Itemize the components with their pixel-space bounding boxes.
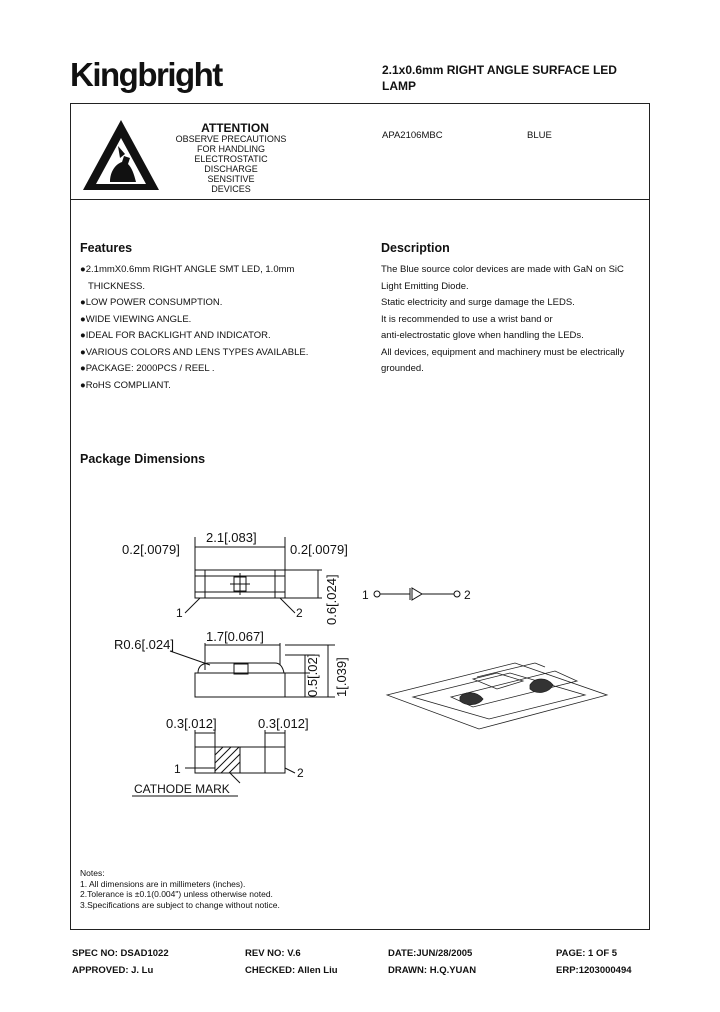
isometric-view — [385, 655, 610, 735]
feature-item: ●VARIOUS COLORS AND LENS TYPES AVAILABLE. — [80, 346, 309, 358]
esd-warning-icon — [80, 116, 162, 194]
document-date: DATE:JUN/28/2005 — [388, 948, 473, 959]
dim-1-label: 1[.039] — [334, 657, 349, 697]
dim-top-label: 2.1[.083] — [206, 530, 257, 545]
dim-right-label: 0.2[.0079] — [290, 542, 348, 557]
anode-pin-label: 1 — [362, 588, 369, 602]
emitting-color: BLUE — [527, 130, 552, 141]
pin1-bottom-label: 1 — [174, 762, 181, 776]
attention-line: SENSITIVE — [207, 174, 255, 184]
description-line: anti-electrostatic glove when handling the LEDs. — [381, 330, 584, 341]
drawn-by: DRAWN: H.Q.YUAN — [388, 965, 477, 976]
attention-line: DISCHARGE — [204, 164, 258, 174]
dim-lens-label: 1.7[0.067] — [206, 629, 264, 644]
title-line-1: 2.1x0.6mm RIGHT ANGLE SURFACE LED — [382, 63, 617, 77]
feature-item: ●PACKAGE: 2000PCS / REEL . — [80, 363, 215, 374]
attention-line: FOR HANDLING — [196, 144, 265, 154]
radius-label: R0.6[.024] — [114, 637, 174, 652]
pin1-label: 1 — [176, 606, 183, 620]
spec-number: SPEC NO: DSAD1022 — [72, 948, 169, 959]
brand-logo: Kingbright — [70, 56, 222, 93]
dim-height-label: 0.6[.024] — [324, 574, 339, 625]
description-line: It is recommended to use a wrist band or — [381, 313, 553, 325]
note-line: 1. All dimensions are in millimeters (inches). — [80, 878, 246, 889]
note-line: 3.Specifications are subject to change without notice. — [80, 899, 280, 910]
title-line-2: LAMP — [382, 79, 416, 93]
feature-item: ●2.1mmX0.6mm RIGHT ANGLE SMT LED, 1.0mm — [80, 264, 295, 275]
description-text — [381, 262, 651, 378]
approved-by: APPROVED: J. Lu — [72, 965, 154, 976]
cathode-pin-label: 2 — [464, 588, 471, 602]
dim-left-label: 0.2[.0079] — [122, 542, 180, 557]
dim-05-label: 0.5[.02] — [305, 653, 320, 697]
pin2-label: 2 — [296, 606, 303, 620]
pad-left-label: 0.3[.012] — [166, 716, 217, 731]
description-line: Light Emitting Diode. — [381, 280, 469, 292]
attention-line: DEVICES — [211, 184, 251, 194]
description-line: Static electricity and surge damage the LEDS. — [381, 297, 575, 308]
description-line: All devices, equipment and machinery must be electrically — [381, 346, 625, 358]
attention-heading: ATTENTION — [201, 121, 269, 135]
notes-heading: Notes: — [80, 868, 105, 878]
diode-symbol — [360, 584, 480, 606]
feature-item: ●LOW POWER CONSUMPTION. — [80, 297, 223, 308]
package-drawing — [110, 525, 370, 805]
pin2-bottom-label: 2 — [297, 766, 304, 780]
revision-number: REV NO: V.6 — [245, 948, 301, 959]
description-line: grounded. — [381, 363, 424, 374]
erp-number: ERP:1203000494 — [556, 965, 632, 976]
notes-section — [80, 868, 280, 910]
cathode-mark-label: CATHODE MARK — [134, 782, 230, 796]
checked-by: CHECKED: Allen Liu — [245, 965, 338, 976]
attention-line: OBSERVE PRECAUTIONS — [175, 134, 287, 144]
features-list — [80, 262, 308, 394]
feature-item: ●IDEAL FOR BACKLIGHT AND INDICATOR. — [80, 330, 271, 341]
description-heading: Description — [381, 241, 450, 255]
feature-item: ●RoHS COMPLIANT. — [80, 379, 171, 391]
attention-text — [170, 134, 292, 194]
divider-line — [70, 199, 650, 200]
page-number: PAGE: 1 OF 5 — [556, 948, 618, 959]
note-line: 2.Tolerance is ±0.1(0.004") unless otherwise noted. — [80, 889, 273, 899]
package-heading: Package Dimensions — [80, 452, 206, 466]
document-frame — [70, 103, 650, 930]
description-line: The Blue source color devices are made with GaN on SiC — [381, 264, 624, 275]
document-title — [382, 62, 642, 94]
feature-item: ●WIDE VIEWING ANGLE. — [80, 313, 192, 325]
feature-item: THICKNESS. — [88, 280, 146, 292]
pad-right-label: 0.3[.012] — [258, 716, 309, 731]
attention-line: ELECTROSTATIC — [194, 154, 268, 164]
features-heading: Features — [80, 241, 133, 255]
part-number: APA2106MBC — [382, 130, 443, 141]
